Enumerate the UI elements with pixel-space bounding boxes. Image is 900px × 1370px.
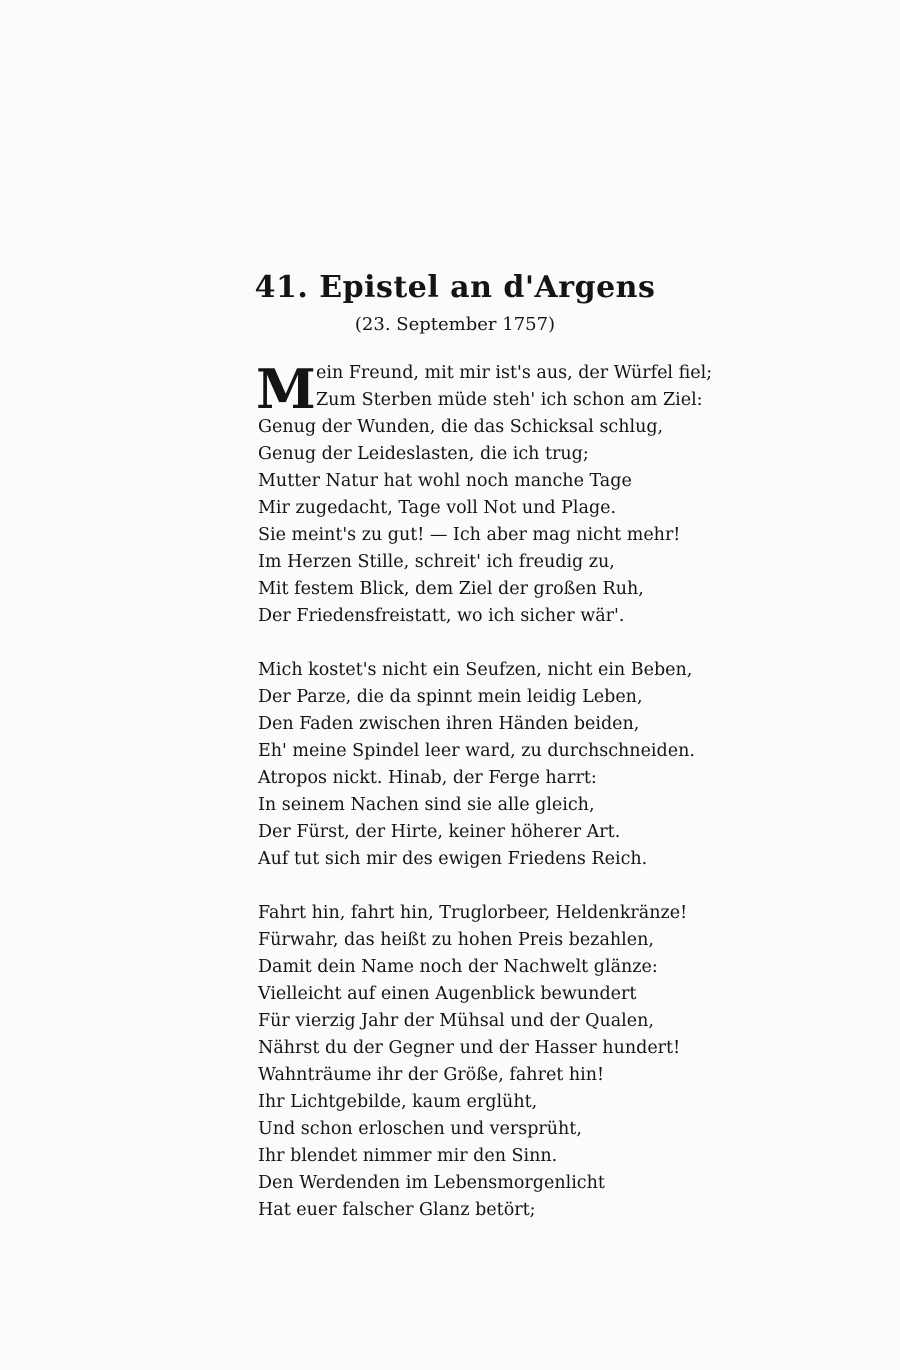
poem-line: Mich kostet's nicht ein Seufzen, nicht ein Beben, <box>258 660 693 680</box>
poem-line: Ihr blendet nimmer mir den Sinn. <box>258 1146 558 1166</box>
poem-line: Vielleicht auf einen Augenblick bewundert <box>258 984 637 1004</box>
poem-line: Den Faden zwischen ihren Händen beiden, <box>258 714 640 734</box>
poem-line: Ihr Lichtgebilde, kaum erglüht, <box>258 1092 538 1112</box>
heading-block <box>0 268 900 338</box>
poem-line: Fürwahr, das heißt zu hohen Preis bezahlen, <box>258 930 654 950</box>
stanza-1 <box>256 357 858 630</box>
poem-line: Nährst du der Gegner und der Hasser hundert! <box>258 1038 681 1058</box>
poem-body <box>256 357 858 1251</box>
poem-line: Mit festem Blick, dem Ziel der großen Ruh, <box>258 579 644 599</box>
poem-line: Sie meint's zu gut! — Ich aber mag nicht mehr! <box>258 525 681 545</box>
poem-line: Auf tut sich mir des ewigen Friedens Reich. <box>258 849 648 869</box>
poem-title: 41. Epistel an d'Argens <box>254 270 656 305</box>
poem-line: Mutter Natur hat wohl noch manche Tage <box>258 471 632 491</box>
poem-line: In seinem Nachen sind sie alle gleich, <box>258 795 595 815</box>
poem-line: Der Friedensfreistatt, wo ich sicher wär'. <box>258 606 625 626</box>
poem-line: Im Herzen Stille, schreit' ich freudig zu, <box>258 552 615 572</box>
stanza-3 <box>258 900 858 1224</box>
poem-line: Genug der Wunden, die das Schicksal schlug, <box>258 417 664 437</box>
poem-line: Der Fürst, der Hirte, keiner höherer Art. <box>258 822 621 842</box>
poem-line: Zum Sterben müde steh' ich schon am Ziel: <box>316 390 703 410</box>
opening-lines <box>256 357 858 421</box>
poem-line: Wahnträume ihr der Größe, fahret hin! <box>258 1065 605 1085</box>
poem-line: Damit dein Name noch der Nachwelt glänze: <box>258 957 658 977</box>
poem-line: Fahrt hin, fahrt hin, Truglorbeer, Heldenkränze! <box>258 903 688 923</box>
poem-line: Für vierzig Jahr der Mühsal und der Qualen, <box>258 1011 654 1031</box>
poem-line: Der Parze, die da spinnt mein leidig Leben, <box>258 687 643 707</box>
poem-line: Genug der Leideslasten, die ich trug; <box>258 444 589 464</box>
poem-line: Hat euer falscher Glanz betört; <box>258 1200 536 1220</box>
poem-line: Atropos nickt. Hinab, der Ferge harrt: <box>258 768 597 788</box>
poem-date: (23. September 1757) <box>354 314 556 335</box>
poem-line: Den Werdenden im Lebensmorgenlicht <box>258 1173 605 1193</box>
poem-line: Und schon erloschen und versprüht, <box>258 1119 582 1139</box>
poem-line: Mir zugedacht, Tage voll Not und Plage. <box>258 498 617 518</box>
poem-line: ein Freund, mit mir ist's aus, der Würfel fiel; <box>316 363 713 383</box>
stanza-2 <box>258 657 858 873</box>
drop-cap-initial: M <box>256 357 316 421</box>
poem-line: Eh' meine Spindel leer ward, zu durchschneiden. <box>258 741 695 761</box>
